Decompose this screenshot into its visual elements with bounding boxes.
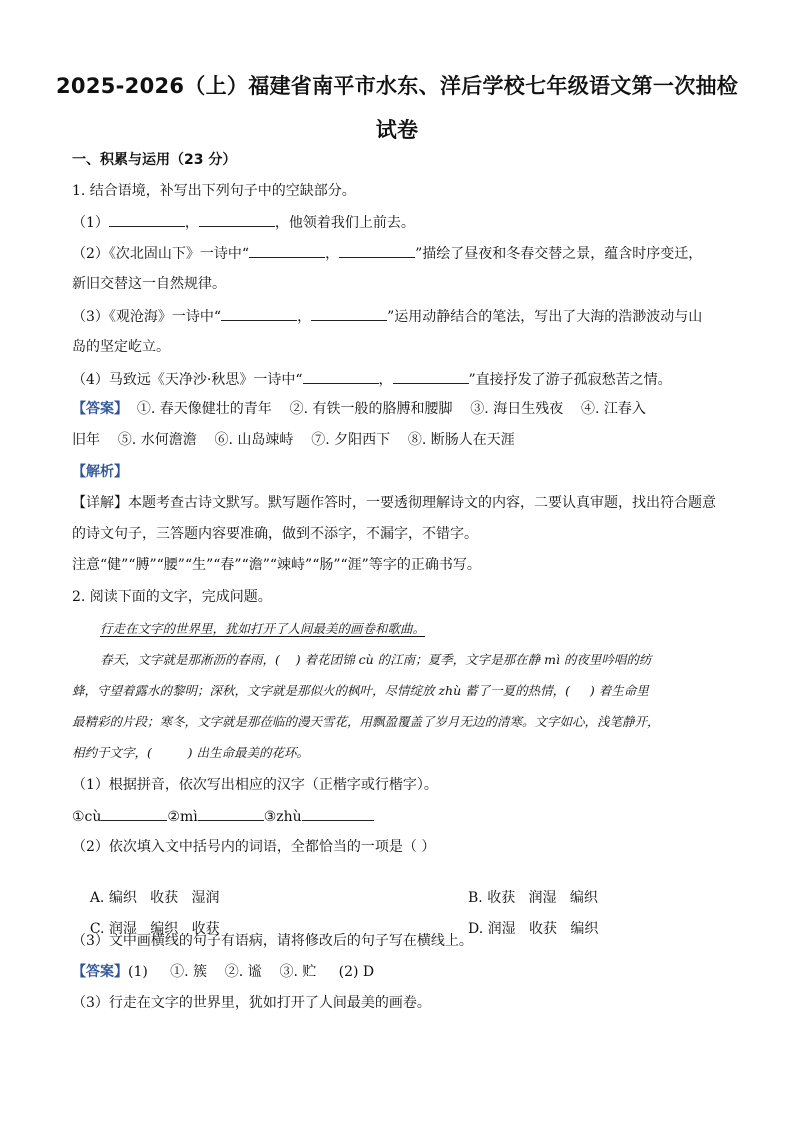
option-d: D. 润湿 收获 编织 bbox=[468, 921, 599, 937]
answer-blank bbox=[393, 369, 469, 384]
q1-answer-line2: 旧年 ⑤. 水何澹澹 ⑥. 山岛竦峙 ⑦. 夕阳西下 ⑧. 断肠人在天涯 bbox=[72, 432, 515, 448]
passage-line4: 最精彩的片段；寒冬，文字就是那莅临的漫天雪花，用飘盈覆盖了岁月无边的清寒。文字如心，浅笔静开， bbox=[72, 714, 660, 729]
q2-sub1: （1）根据拼音，依次写出相应的汉字（正楷字或行楷字）。 bbox=[72, 777, 438, 793]
q1-p3-prefix: （3）《观沧海》一诗中“ bbox=[72, 309, 222, 325]
answer-blank bbox=[101, 806, 167, 821]
q1-p2-prefix: （2）《次北固山下》一诗中“ bbox=[72, 246, 250, 262]
answer-blank bbox=[302, 806, 374, 821]
pinyin-zhu: ③zhù bbox=[263, 809, 302, 825]
q1-detail bbox=[72, 493, 732, 513]
analysis-tag: 【解析】 bbox=[72, 464, 128, 480]
pinyin-cu: ①cù bbox=[72, 809, 102, 825]
passage-underlined-sentence: 行走在文字的世界里，犹如打开了人间最美的画卷和歌曲。 bbox=[100, 621, 426, 636]
answer-blank bbox=[339, 243, 415, 258]
q1-p2-sep: ， bbox=[325, 246, 340, 262]
q1-p4-prefix: （4）马致远《天净沙·秋思》一诗中“ bbox=[72, 372, 303, 388]
q1-p1-prefix: （1） bbox=[72, 215, 109, 231]
answer-tag: 【答案】 bbox=[72, 964, 128, 980]
q1-part3 bbox=[72, 306, 732, 327]
answer-blank bbox=[249, 243, 325, 258]
q2-stem: 2. 阅读下面的文字，完成问题。 bbox=[72, 589, 272, 605]
q1-part4 bbox=[72, 369, 732, 390]
pinyin-mi: ②mì bbox=[167, 809, 198, 825]
q1-detail-line2: 的诗文句子，三答题内容要准确，做到不添字，不漏字，不错字。 bbox=[72, 526, 478, 542]
q1-part2 bbox=[72, 243, 732, 264]
passage-line5: 相约于文字，( ) 出生命最美的花环。 bbox=[72, 745, 309, 760]
q1-p4-suffix: ”直接抒发了游子孤寂愁苦之情。 bbox=[468, 372, 672, 388]
option-b: B. 收获 润湿 编织 bbox=[468, 890, 598, 906]
answer-blank bbox=[303, 369, 379, 384]
option-c: C. 润湿 编织 收获 bbox=[89, 921, 220, 937]
passage-line3: 蜂，守望着露水的黎明；深秋，文字就是那似火的枫叶，尽情绽放 zhù 蓄了一夏的热情，( ) 着生命里 bbox=[72, 683, 649, 698]
q1-p3-suffix: ”运用动静结合的笔法，写出了大海的浩渺波动与山 bbox=[387, 309, 703, 325]
q2-sub3: （3）文中画横线的句子有语病，请将修改后的句子写在横线上。 bbox=[72, 933, 473, 949]
passage-line1 bbox=[100, 619, 760, 639]
exam-title-line1: 2025-2026（上）福建省南平市水东、洋后学校七年级语文第一次抽检 bbox=[56, 74, 739, 98]
answer-blank bbox=[109, 212, 185, 227]
answer-blank bbox=[199, 212, 275, 227]
exam-title-line2: 试卷 bbox=[375, 118, 419, 142]
q2-answer-line2: （3）行走在文字的世界里，犹如打开了人间最美的画卷。 bbox=[72, 995, 431, 1011]
answer-blank bbox=[221, 306, 297, 321]
option-a: A. 编织 收获 湿润 bbox=[89, 890, 220, 906]
q1-part3-line2: 岛的坚定屹立。 bbox=[72, 339, 170, 355]
q1-p3-sep: ， bbox=[297, 309, 312, 325]
q2-sub1-blanks bbox=[72, 806, 732, 827]
q1-p4-sep: ， bbox=[378, 372, 393, 388]
q1-note: 注意“健”“膊”“腰”“生”“春”“澹”“竦峙”“肠”“涯”等字的正确书写。 bbox=[72, 557, 481, 573]
q1-p2-suffix: ”描绘了昼夜和冬春交替之景，蕴含时序变迁， bbox=[415, 246, 703, 262]
answer-blank bbox=[198, 806, 264, 821]
answer-blank bbox=[311, 306, 387, 321]
q1-answer-text: ①. 春天像健壮的青年 ②. 有铁一般的胳膊和腰脚 ③. 海日生残夜 ④. 江春入 bbox=[128, 401, 646, 417]
q2-answer bbox=[72, 962, 732, 982]
q2-answer-text: (1) ①. 簇 ②. 谧 ③. 贮 (2) D bbox=[128, 964, 375, 980]
q1-part1 bbox=[72, 212, 732, 233]
q1-detail-text: 本题考查古诗文默写。默写题作答时，一要透彻理解诗文的内容，二要认真审题，找出符合题意 bbox=[128, 495, 716, 511]
passage-line2: 春天，文字就是那淅沥的春雨，( ) 着花团锦 cù 的江南；夏季，文字是那在静 mì 的夜里吟唱的纺 bbox=[100, 652, 652, 667]
q1-answer bbox=[72, 399, 732, 419]
q1-stem: 1. 结合语境，补写出下列句子中的空缺部分。 bbox=[72, 183, 356, 199]
q1-p1-suffix: ，他领着我们上前去。 bbox=[274, 215, 415, 231]
section-heading: 一、积累与运用（23 分） bbox=[72, 152, 237, 168]
q1-p1-sep: ， bbox=[184, 215, 199, 231]
q1-part2-line2: 新旧交替这一自然规律。 bbox=[72, 276, 226, 292]
answer-tag: 【答案】 bbox=[72, 401, 128, 417]
q2-sub2: （2）依次填入文中括号内的词语，全都恰当的一项是（ ） bbox=[72, 839, 436, 855]
detail-tag: 【详解】 bbox=[72, 495, 128, 511]
